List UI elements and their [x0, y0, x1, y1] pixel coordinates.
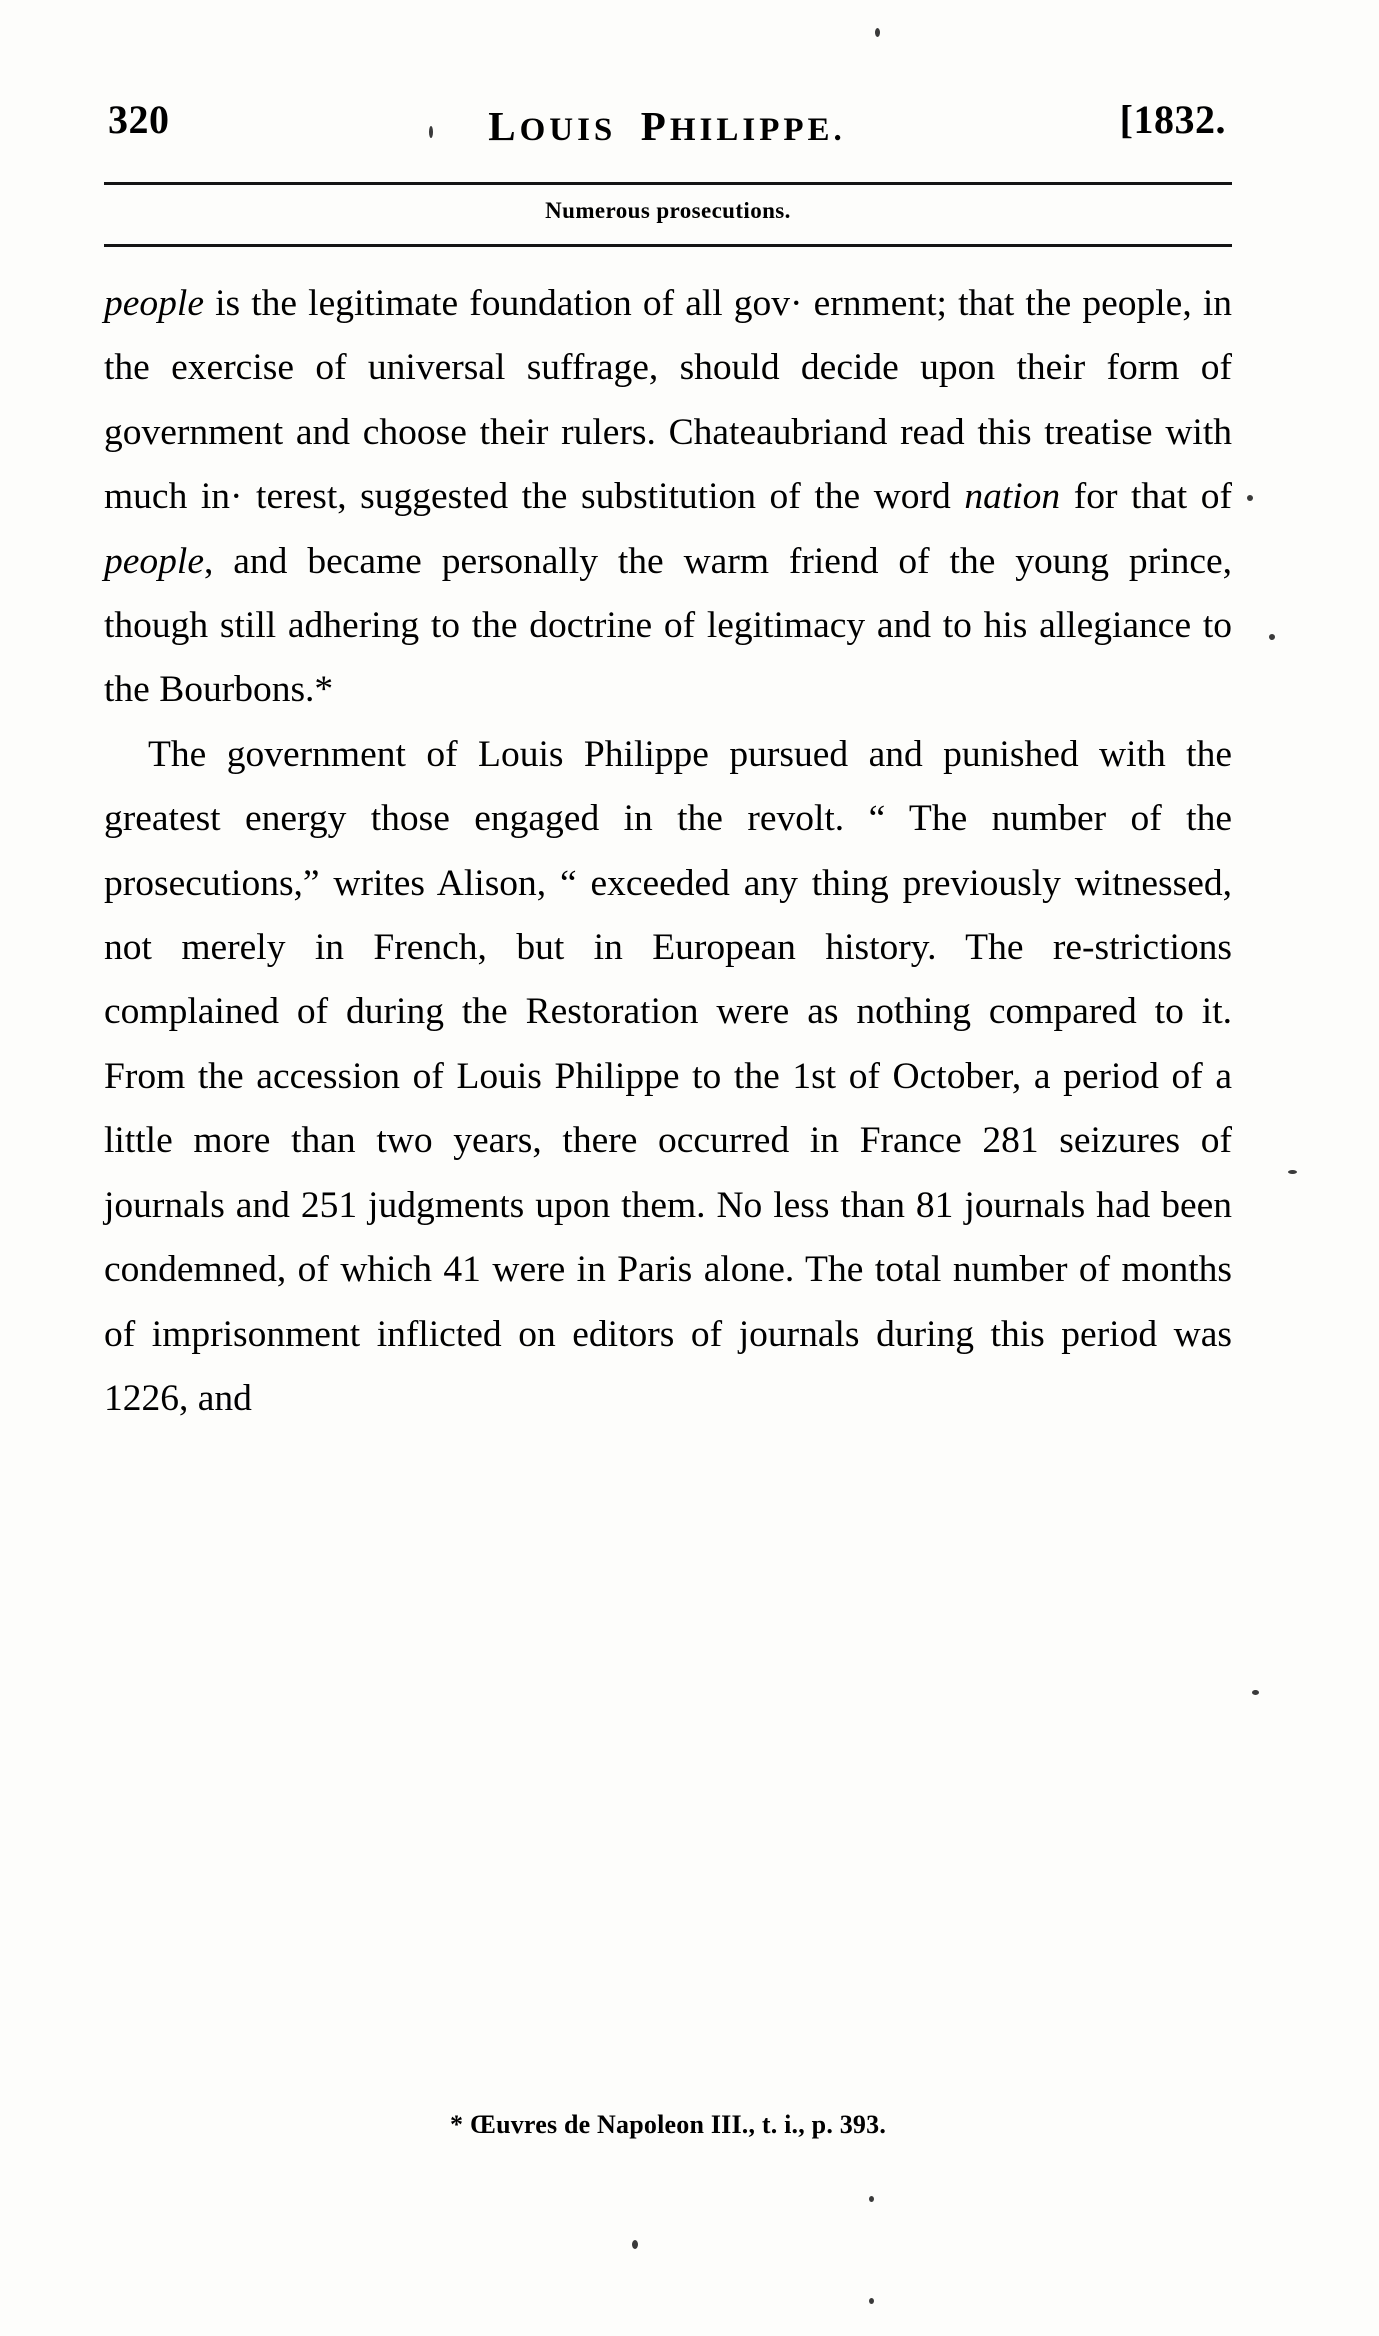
- italic-people-1: people: [104, 283, 204, 324]
- year-marker: [1832.: [1119, 97, 1226, 142]
- side-heading: Numerous prosecutions.: [545, 198, 791, 223]
- running-head: [108, 96, 1226, 156]
- scan-speck: [632, 2240, 638, 2249]
- paragraph-2: The government of Louis Philippe pursued and punished with the greatest energy those engaged in the revolt. “ The number of the prosecutions,” writes Alison, “ exceeded any thing previously witnessed, not merely in French, but in European history. The re-strictions complained of during the Restoration were as nothing compared to it. From the accession of Louis Philippe to the 1st of October, a period of a little more than two years, there occurred in France 281 seizures of journals and 251 judgments upon them. No less than 81 journals had been condemned, of which 41 were in Paris alone. The total number of months of imprisonment inflicted on editors of journals during this period was 1226, and: [104, 733, 1232, 1419]
- paragraph-1-part-a: is the legitimate foundation of all gov· ernment; that the people, in the exercise of universal suffrage, should decide upon their form of government and choose their rulers. Chateaubriand read this treatise with much in· terest, suggested the substitution of the word: [104, 283, 1232, 518]
- running-title: LOUIS PHILIPPE.: [488, 103, 846, 149]
- paragraph-1: [104, 272, 1232, 723]
- scan-speck: [869, 2196, 874, 2202]
- body-text: [104, 272, 1232, 1431]
- scan-speck: [1269, 634, 1275, 640]
- header-rule-bottom: [104, 244, 1232, 247]
- scan-speck: [429, 126, 433, 138]
- paragraph-1-part-b: for that of: [1060, 476, 1232, 518]
- italic-nation: nation: [964, 476, 1061, 518]
- scan-speck: [875, 28, 880, 37]
- header-rule-top: [104, 182, 1232, 185]
- scan-speck: [1247, 495, 1253, 501]
- page-number: 320: [108, 97, 170, 142]
- paragraph-1-part-c: , and became personally the warm friend of the young prince, though still adhering to the doctrine of legitimacy and to his allegiance to the Bourbons.*: [104, 540, 1232, 711]
- italic-people-2: people: [104, 540, 204, 582]
- scan-speck: [1252, 1690, 1259, 1695]
- footnote: * Œuvres de Napoleon III., t. i., p. 393.: [449, 2110, 887, 2139]
- scan-speck: [869, 2298, 874, 2304]
- scan-speck: [1288, 1170, 1297, 1174]
